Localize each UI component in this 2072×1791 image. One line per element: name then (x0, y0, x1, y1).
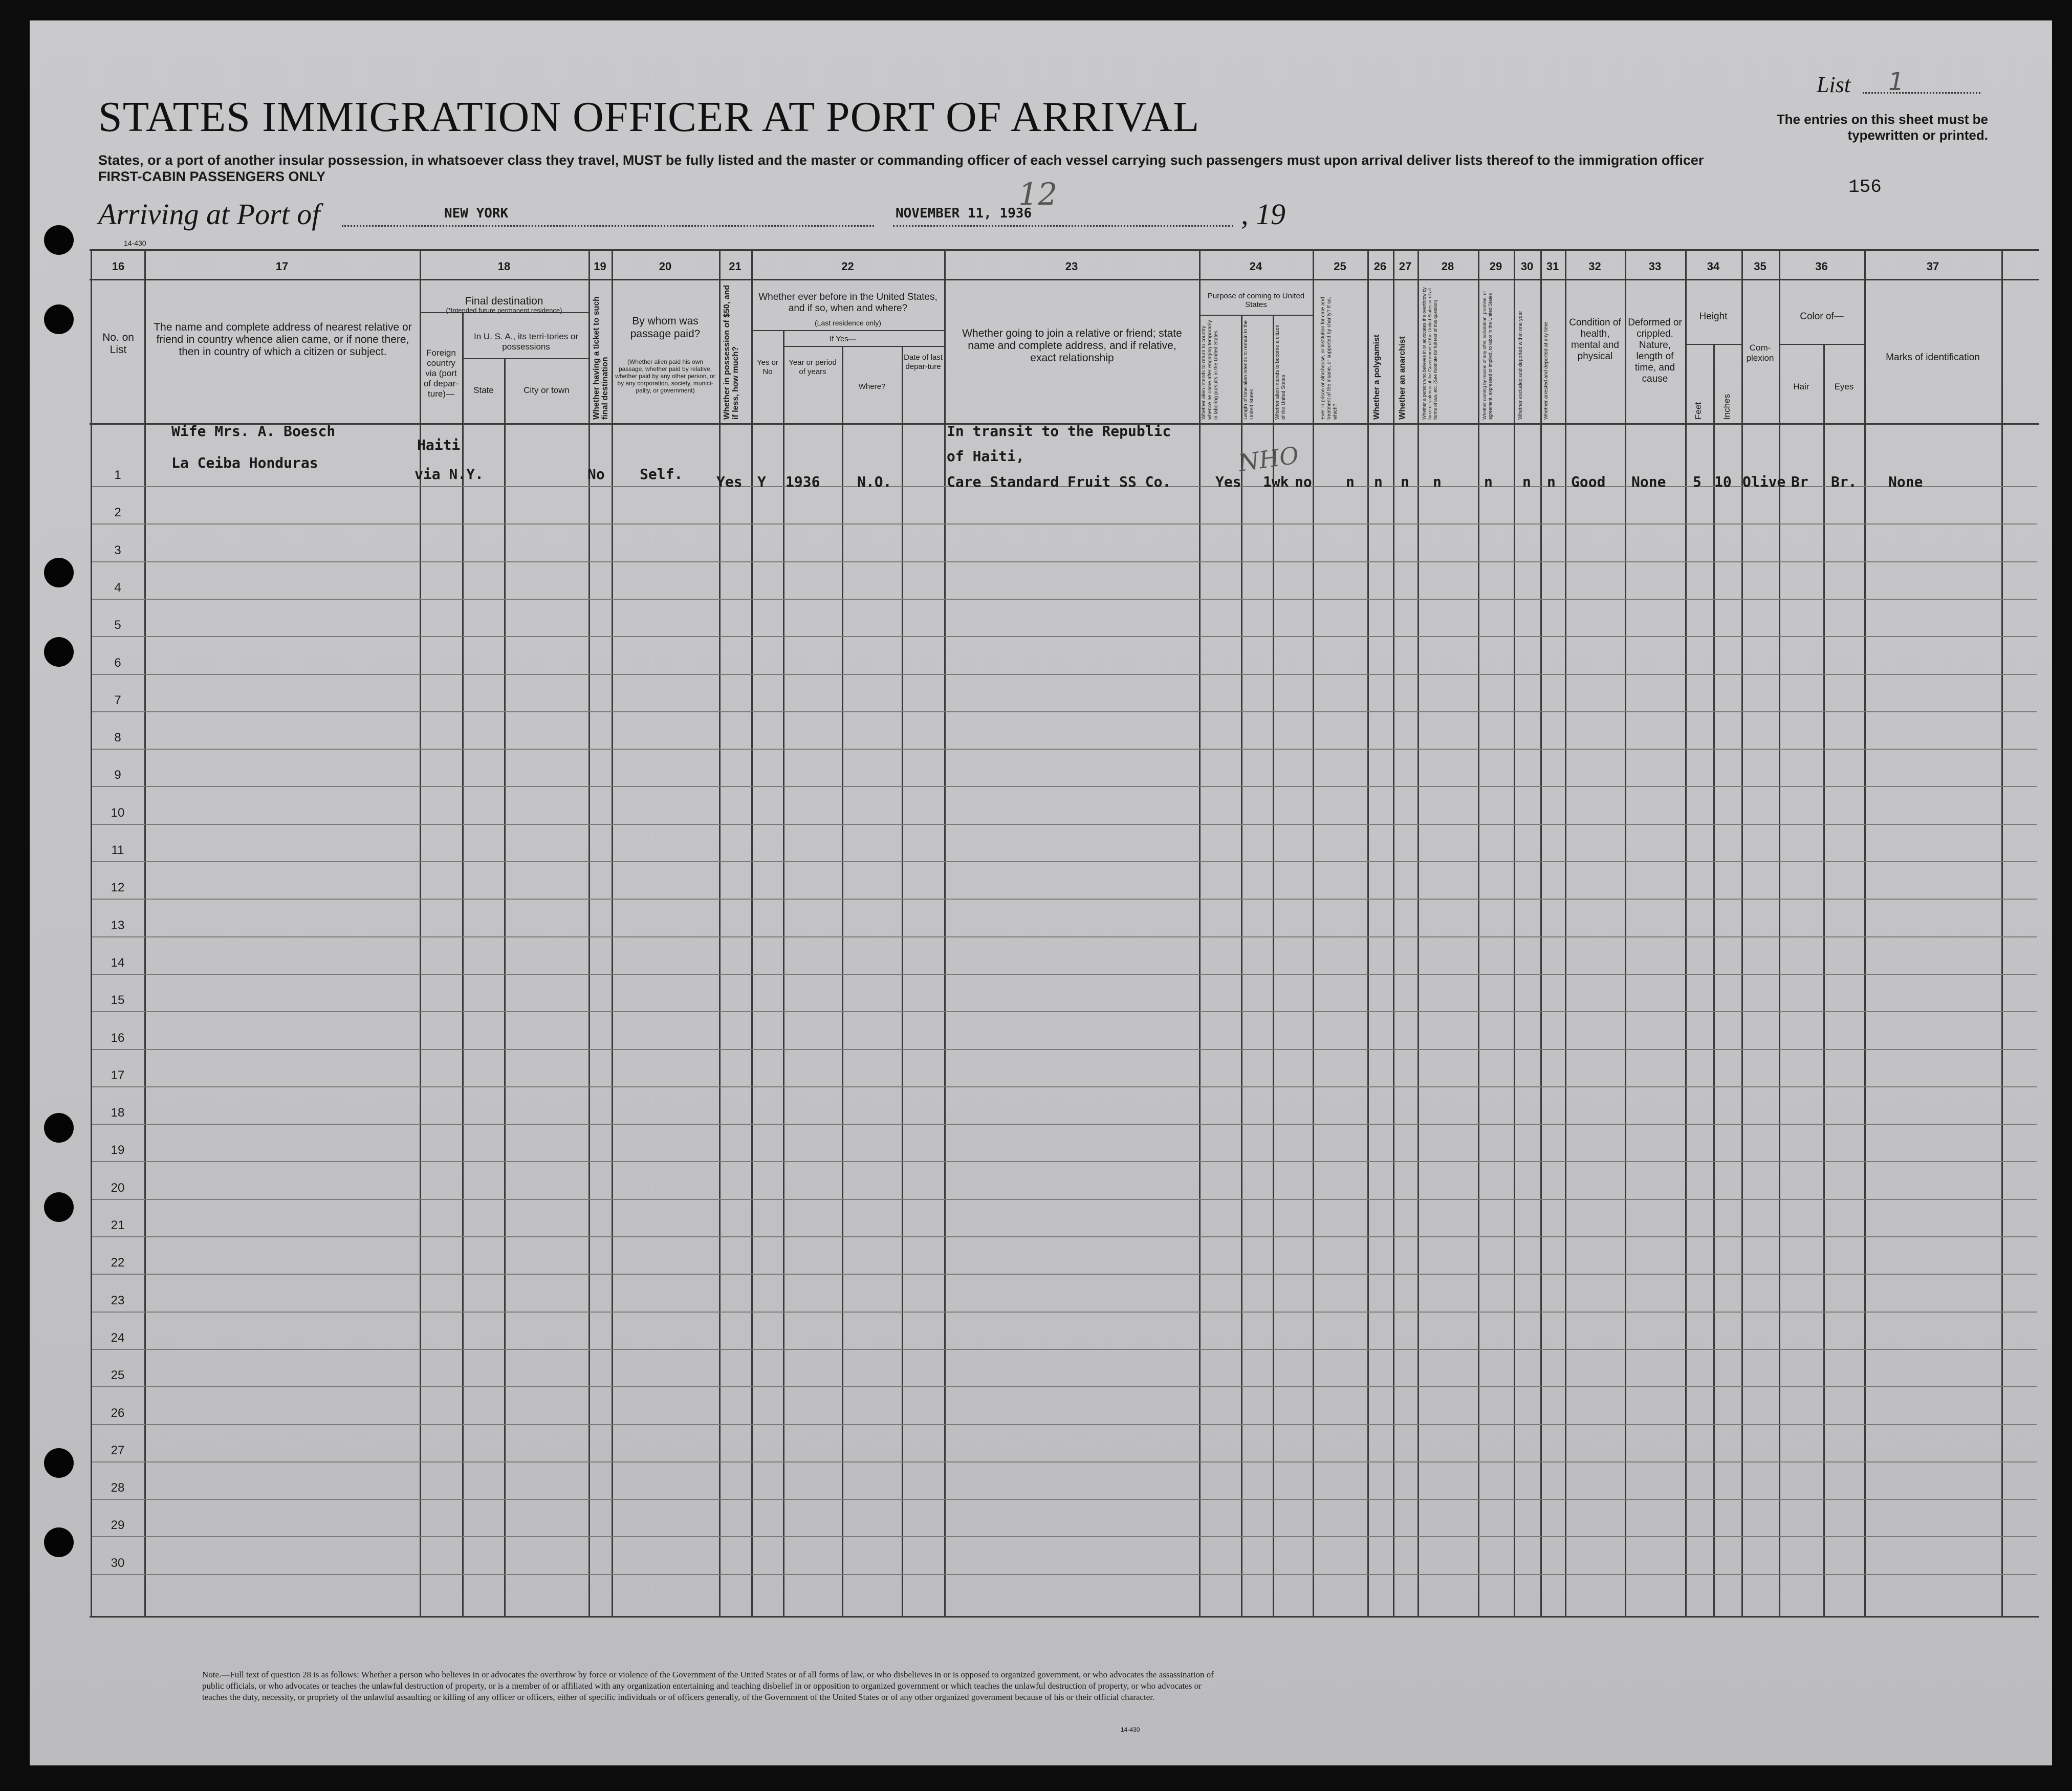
header-inches: Inches (1722, 394, 1732, 420)
entry-passage-paid: Self. (640, 466, 683, 483)
col-num-21: 21 (729, 260, 741, 273)
instructions (98, 152, 1704, 185)
row-rule (92, 1461, 2037, 1462)
row-number: 14 (111, 956, 125, 970)
date-handwritten: 12 (1018, 177, 1058, 212)
column-number-rule (90, 279, 2039, 280)
row-number: 3 (114, 543, 121, 557)
col-num-31: 31 (1546, 260, 1559, 273)
col-num-24: 24 (1249, 260, 1262, 273)
entry-ever-before: Y (757, 473, 766, 490)
row-number: 19 (111, 1143, 125, 1157)
row-number: 28 (111, 1481, 125, 1495)
row-rule (92, 1011, 2037, 1012)
column-divider (842, 346, 843, 1616)
col-num-32: 32 (1588, 260, 1601, 273)
row-number: 25 (111, 1368, 125, 1382)
row-number: 18 (111, 1106, 125, 1120)
header-passage-paid-sub: (Whether alien paid his own passage, whether paid by relative, whether paid by any other person, or by any corporation, society, munici-pality, or government) (615, 358, 715, 394)
instruction-line: FIRST-CABIN PASSENGERS ONLY (98, 169, 326, 184)
row-number: 23 (111, 1294, 125, 1307)
row-number: 15 (111, 993, 125, 1007)
header-final-destination: Final destination (465, 296, 543, 307)
row-rule (92, 1386, 2037, 1387)
entry-col29: n (1484, 473, 1493, 490)
year-prefix: , 19 (1241, 198, 1285, 231)
header-final-destination-sub: (*Intended future permanent residence) (446, 307, 562, 314)
entry-year: 1936 (786, 473, 820, 490)
header-year-or-period: Year or period of years (789, 358, 837, 376)
header-overthrow: Whether a person who believes in or advocates the overthrow by force or violence of the Government of the United States or of all forms of law, etc. (See footnote for full text of this question) (1422, 287, 1438, 420)
header-going-to-join: Whether going to join a relative or friend; state name and complete address, and if relative, exact relationship (962, 327, 1182, 364)
entry-where: N.O. (857, 473, 892, 490)
header-in-usa: In U. S. A., its terri-tories or possessions (473, 332, 579, 352)
col-num-37: 37 (1926, 260, 1939, 273)
binder-hole (44, 1113, 74, 1143)
col-num-16: 16 (112, 260, 125, 273)
col-num-19: 19 (594, 260, 606, 273)
row-number: 26 (111, 1406, 125, 1420)
header-feet: Feet (1693, 402, 1703, 420)
entry-foreign-country: Haiti (417, 436, 461, 453)
arriving-label: Arriving at Port of (98, 198, 320, 231)
row-rule (92, 899, 2037, 900)
header-no-on-list: No. on List (102, 332, 134, 356)
row-number: 12 (111, 881, 125, 894)
header-height: Height (1699, 311, 1728, 322)
col-num-18: 18 (497, 260, 511, 273)
column-divider (1540, 249, 1542, 1616)
header-eyes: Eyes (1834, 382, 1854, 391)
column-divider (504, 358, 506, 1616)
binder-hole (44, 637, 74, 667)
entry-col25: n (1346, 473, 1355, 490)
header-yes-or-no: Yes or No (757, 358, 778, 376)
column-divider (1367, 249, 1369, 1616)
sub-rule (752, 330, 944, 331)
binder-hole (44, 225, 74, 255)
date-line (893, 225, 1233, 227)
column-divider (1393, 249, 1394, 1616)
table-bottom-rule (90, 1616, 2039, 1618)
binder-hole (44, 1527, 74, 1557)
row-number: 2 (114, 506, 121, 519)
row-rule (92, 1236, 2037, 1237)
col-num-28: 28 (1441, 260, 1454, 273)
header-purpose: Purpose of coming to United States (1207, 292, 1305, 309)
row-number: 10 (111, 806, 125, 820)
header-date-last-departure: Date of last depar-ture (904, 353, 943, 371)
entry-eyes: Br. (1831, 473, 1857, 490)
header-last-residence: (Last residence only) (815, 319, 881, 327)
row-number: 30 (111, 1556, 125, 1570)
port-value: NEW YORK (444, 206, 509, 221)
table-top-rule (90, 249, 2039, 251)
entry-col28: n (1433, 473, 1442, 490)
entry-col31: n (1547, 473, 1556, 490)
column-divider (1685, 249, 1687, 1616)
sub-rule (462, 358, 590, 359)
row-number: 29 (111, 1518, 125, 1532)
column-divider (2001, 249, 2003, 1616)
column-divider (1864, 249, 1866, 1616)
column-divider (1199, 249, 1201, 1616)
column-divider (944, 249, 946, 1616)
header-purpose-length: Length of time alien intends to remain in the United States (1243, 320, 1255, 420)
col-num-22: 22 (841, 260, 854, 273)
col-num-33: 33 (1648, 260, 1662, 273)
entry-has-50: Yes (716, 473, 743, 490)
port-line (342, 225, 874, 227)
row-number: 11 (111, 843, 124, 857)
row-number: 24 (111, 1331, 125, 1345)
row-number: 6 (114, 656, 121, 670)
entry-col27: n (1401, 473, 1409, 490)
row-rule (92, 749, 2037, 750)
header-ever-before: Whether ever before in the United States, and if so, when and where? (758, 292, 937, 314)
row-rule (92, 523, 2037, 525)
entry-hair: Br (1791, 473, 1808, 490)
column-divider (144, 249, 146, 1616)
header-foreign-country: Foreign country via (port of depar-ture)— (423, 348, 459, 399)
list-value: 1 (1888, 68, 1904, 96)
col-num-26: 26 (1373, 260, 1387, 273)
entry-health: Good (1571, 473, 1606, 490)
row-rule (92, 1499, 2037, 1500)
row-number: 8 (114, 731, 121, 745)
row-rule (92, 599, 2037, 600)
row-rule (92, 674, 2037, 675)
col-num-17: 17 (275, 260, 289, 273)
header-arrested: Whether arrested and deported at any time (1543, 322, 1549, 420)
column-divider (1779, 249, 1780, 1616)
row-rule (92, 1274, 2037, 1275)
row-number: 22 (111, 1256, 125, 1270)
col-num-25: 25 (1334, 260, 1346, 273)
entry-join-line2: of Haiti, (947, 448, 1024, 465)
header-nearest-relative: The name and complete address of nearest relative or friend in country whence alien came, or if none there, then in country of which a citizen or subject. (154, 321, 412, 358)
header-city: City or town (524, 385, 570, 395)
column-divider (1273, 315, 1274, 1616)
list-label: List (1817, 72, 1851, 97)
row-number: 21 (111, 1218, 125, 1232)
row-number: 27 (111, 1444, 125, 1457)
column-divider (1241, 315, 1242, 1616)
entries-note: The entries on this sheet must be typewritten or printed. (1776, 112, 1988, 143)
row-rule (92, 1536, 2037, 1537)
entry-ticket: No (587, 466, 605, 483)
column-divider (1625, 249, 1626, 1616)
row-rule (92, 711, 2037, 712)
entry-join-line3: Care Standard Fruit SS Co. (947, 473, 1171, 490)
entry-join-line1: In transit to the Republic (947, 423, 1171, 440)
header-purpose-return: Whether alien intends to return to country whence he came after engaging temporarily in laboring pursuits in the United States (1201, 320, 1219, 420)
row-rule (92, 1124, 2037, 1125)
col-num-29: 29 (1489, 260, 1502, 273)
row-rule (92, 1424, 2037, 1425)
header-passage-paid: By whom was passage paid? (630, 315, 701, 340)
entry-col30: n (1522, 473, 1531, 490)
col-num-36: 36 (1815, 260, 1828, 273)
header-hair: Hair (1793, 382, 1809, 391)
row-rule (92, 974, 2037, 975)
header-possession-50: Whether in possession of $50, and if less, how much? (723, 285, 740, 420)
header-complexion: Com-plexion (1746, 343, 1774, 363)
footer-form-code: 14-430 (1121, 1726, 1140, 1733)
sub-rule (1200, 315, 1314, 316)
form-code: 14-430 (124, 239, 146, 247)
column-divider (1823, 344, 1825, 1616)
column-divider (719, 249, 721, 1616)
row-number: 1 (114, 468, 121, 482)
manifest-sheet (30, 20, 2052, 1765)
row-number: 9 (114, 768, 121, 782)
header-deformed: Deformed or crippled. Nature, length of time, and cause (1628, 317, 1682, 384)
row-rule (92, 1049, 2037, 1050)
column-divider (1741, 249, 1743, 1616)
instruction-line: States, or a port of another insular possession, in whatsoever class they travel, MUST be fully listed and the master or commanding officer of each vessel carrying such passengers must upon arrival deliver lists thereof to the immigration officer (98, 152, 1704, 168)
header-if-yes: If Yes— (830, 335, 856, 343)
row-rule (92, 1161, 2037, 1162)
header-anarchist: Whether an anarchist (1398, 336, 1407, 420)
col-num-35: 35 (1754, 260, 1766, 273)
column-divider (462, 312, 464, 1616)
entry-foreign-via: via N.Y. (415, 466, 484, 483)
page-title: STATES IMMIGRATION OFFICER AT PORT OF ARRIVAL (98, 93, 1200, 141)
column-divider (420, 249, 421, 1616)
entry-col26: n (1374, 473, 1383, 490)
binder-hole (44, 304, 74, 334)
row-rule (92, 936, 2037, 937)
row-number: 16 (111, 1031, 125, 1045)
column-divider (1478, 249, 1479, 1616)
footnote: Note.—Full text of question 28 is as follows: Whether a person who believes in or advocates the overthrow by force or violence of the Government of the United States or of all forms of law, or who disbelieves in or is opposed to organized government, or who advocates the assassination of public officials, or who advocates or teaches the unlawful destruction of property, or is a member of or affiliated with any organization entertaining and teaching disbelief in or opposition to organized government or which teaches the unlawful destruction of property, or who advocates or teaches the duty, necessity, or propriety of the unlawful assaulting or killing of any officer or officers, either of specific individuals or of officers generally, of the Government of the United States or of any other organized government because of his or their official character. (202, 1670, 1214, 1702)
header-where: Where? (858, 382, 886, 391)
header-excluded: Whether excluded and deported within one year (1518, 311, 1523, 420)
row-number: 4 (114, 581, 121, 595)
entry-relative-name: Wife Mrs. A. Boesch (171, 423, 336, 440)
row-rule (92, 1199, 2037, 1200)
row-rule (92, 1312, 2037, 1313)
entry-height-feet: 5 (1693, 473, 1702, 490)
entry-purpose-citizen: no (1295, 473, 1312, 490)
entry-complexion: Olive (1742, 473, 1786, 490)
list-line (1863, 92, 1980, 94)
col-num-34: 34 (1707, 260, 1720, 273)
col-num-20: 20 (659, 260, 672, 273)
row-rule (92, 786, 2037, 787)
entry-purpose-length: 1wk (1263, 473, 1289, 490)
binder-hole (44, 558, 74, 587)
col-num-30: 30 (1520, 260, 1534, 273)
entry-join-handwritten: NHO (1236, 441, 1301, 477)
entry-purpose-return: Yes (1215, 473, 1241, 490)
header-prison: Ever in prison or almshouse, or institution for care and treatment of the insane, or supported by charity? If so, which? (1320, 297, 1338, 420)
column-divider (1514, 249, 1515, 1616)
column-divider (1565, 249, 1566, 1616)
row-rule (92, 561, 2037, 562)
entry-marks: None (1888, 473, 1923, 490)
header-purpose-citizen: Whether alien intends to become a citizen of the United States (1275, 324, 1286, 420)
row-rule (92, 1349, 2037, 1350)
entry-deformed: None (1631, 473, 1666, 490)
column-divider (612, 249, 613, 1616)
header-condition-health: Condition of health, mental and physical (1569, 317, 1621, 362)
entry-height-inches: 10 (1714, 473, 1732, 490)
column-divider (1417, 249, 1419, 1616)
row-number: 7 (114, 693, 121, 707)
row-rule (92, 861, 2037, 862)
col-num-27: 27 (1399, 260, 1412, 273)
row-rule (92, 636, 2037, 637)
binder-hole (44, 1448, 74, 1478)
column-divider (751, 249, 753, 1616)
column-divider (902, 346, 903, 1616)
column-divider (783, 330, 784, 1616)
row-rule (92, 1574, 2037, 1575)
binder-hole (44, 1192, 74, 1222)
row-number: 20 (111, 1181, 125, 1195)
row-number: 13 (111, 919, 125, 932)
row-number: 17 (111, 1068, 125, 1082)
header-offer-labor: Whether coming by reason of any offer, solicitation, promise, or agreement, expressed or implied, to labor in the United States (1482, 291, 1493, 420)
entry-relative-address: La Ceiba Honduras (171, 454, 318, 471)
column-divider (588, 249, 590, 1616)
sub-rule (1779, 344, 1864, 345)
header-color-of: Color of— (1800, 311, 1844, 322)
row-rule (92, 1086, 2037, 1087)
row-rule (92, 824, 2037, 825)
column-divider (1313, 249, 1314, 1616)
column-divider (1713, 344, 1715, 1616)
date-value: NOVEMBER 11, 1936 (896, 206, 1032, 221)
sub-rule (783, 346, 944, 347)
header-marks: Marks of identification (1886, 352, 1980, 363)
header-ticket: Whether having a ticket to such final destination (592, 296, 609, 420)
header-polygamist: Whether a polygamist (1372, 334, 1381, 420)
row-number: 5 (114, 618, 121, 632)
page-number: 156 (1848, 177, 1882, 198)
col-num-23: 23 (1065, 260, 1078, 273)
header-state: State (473, 385, 494, 395)
